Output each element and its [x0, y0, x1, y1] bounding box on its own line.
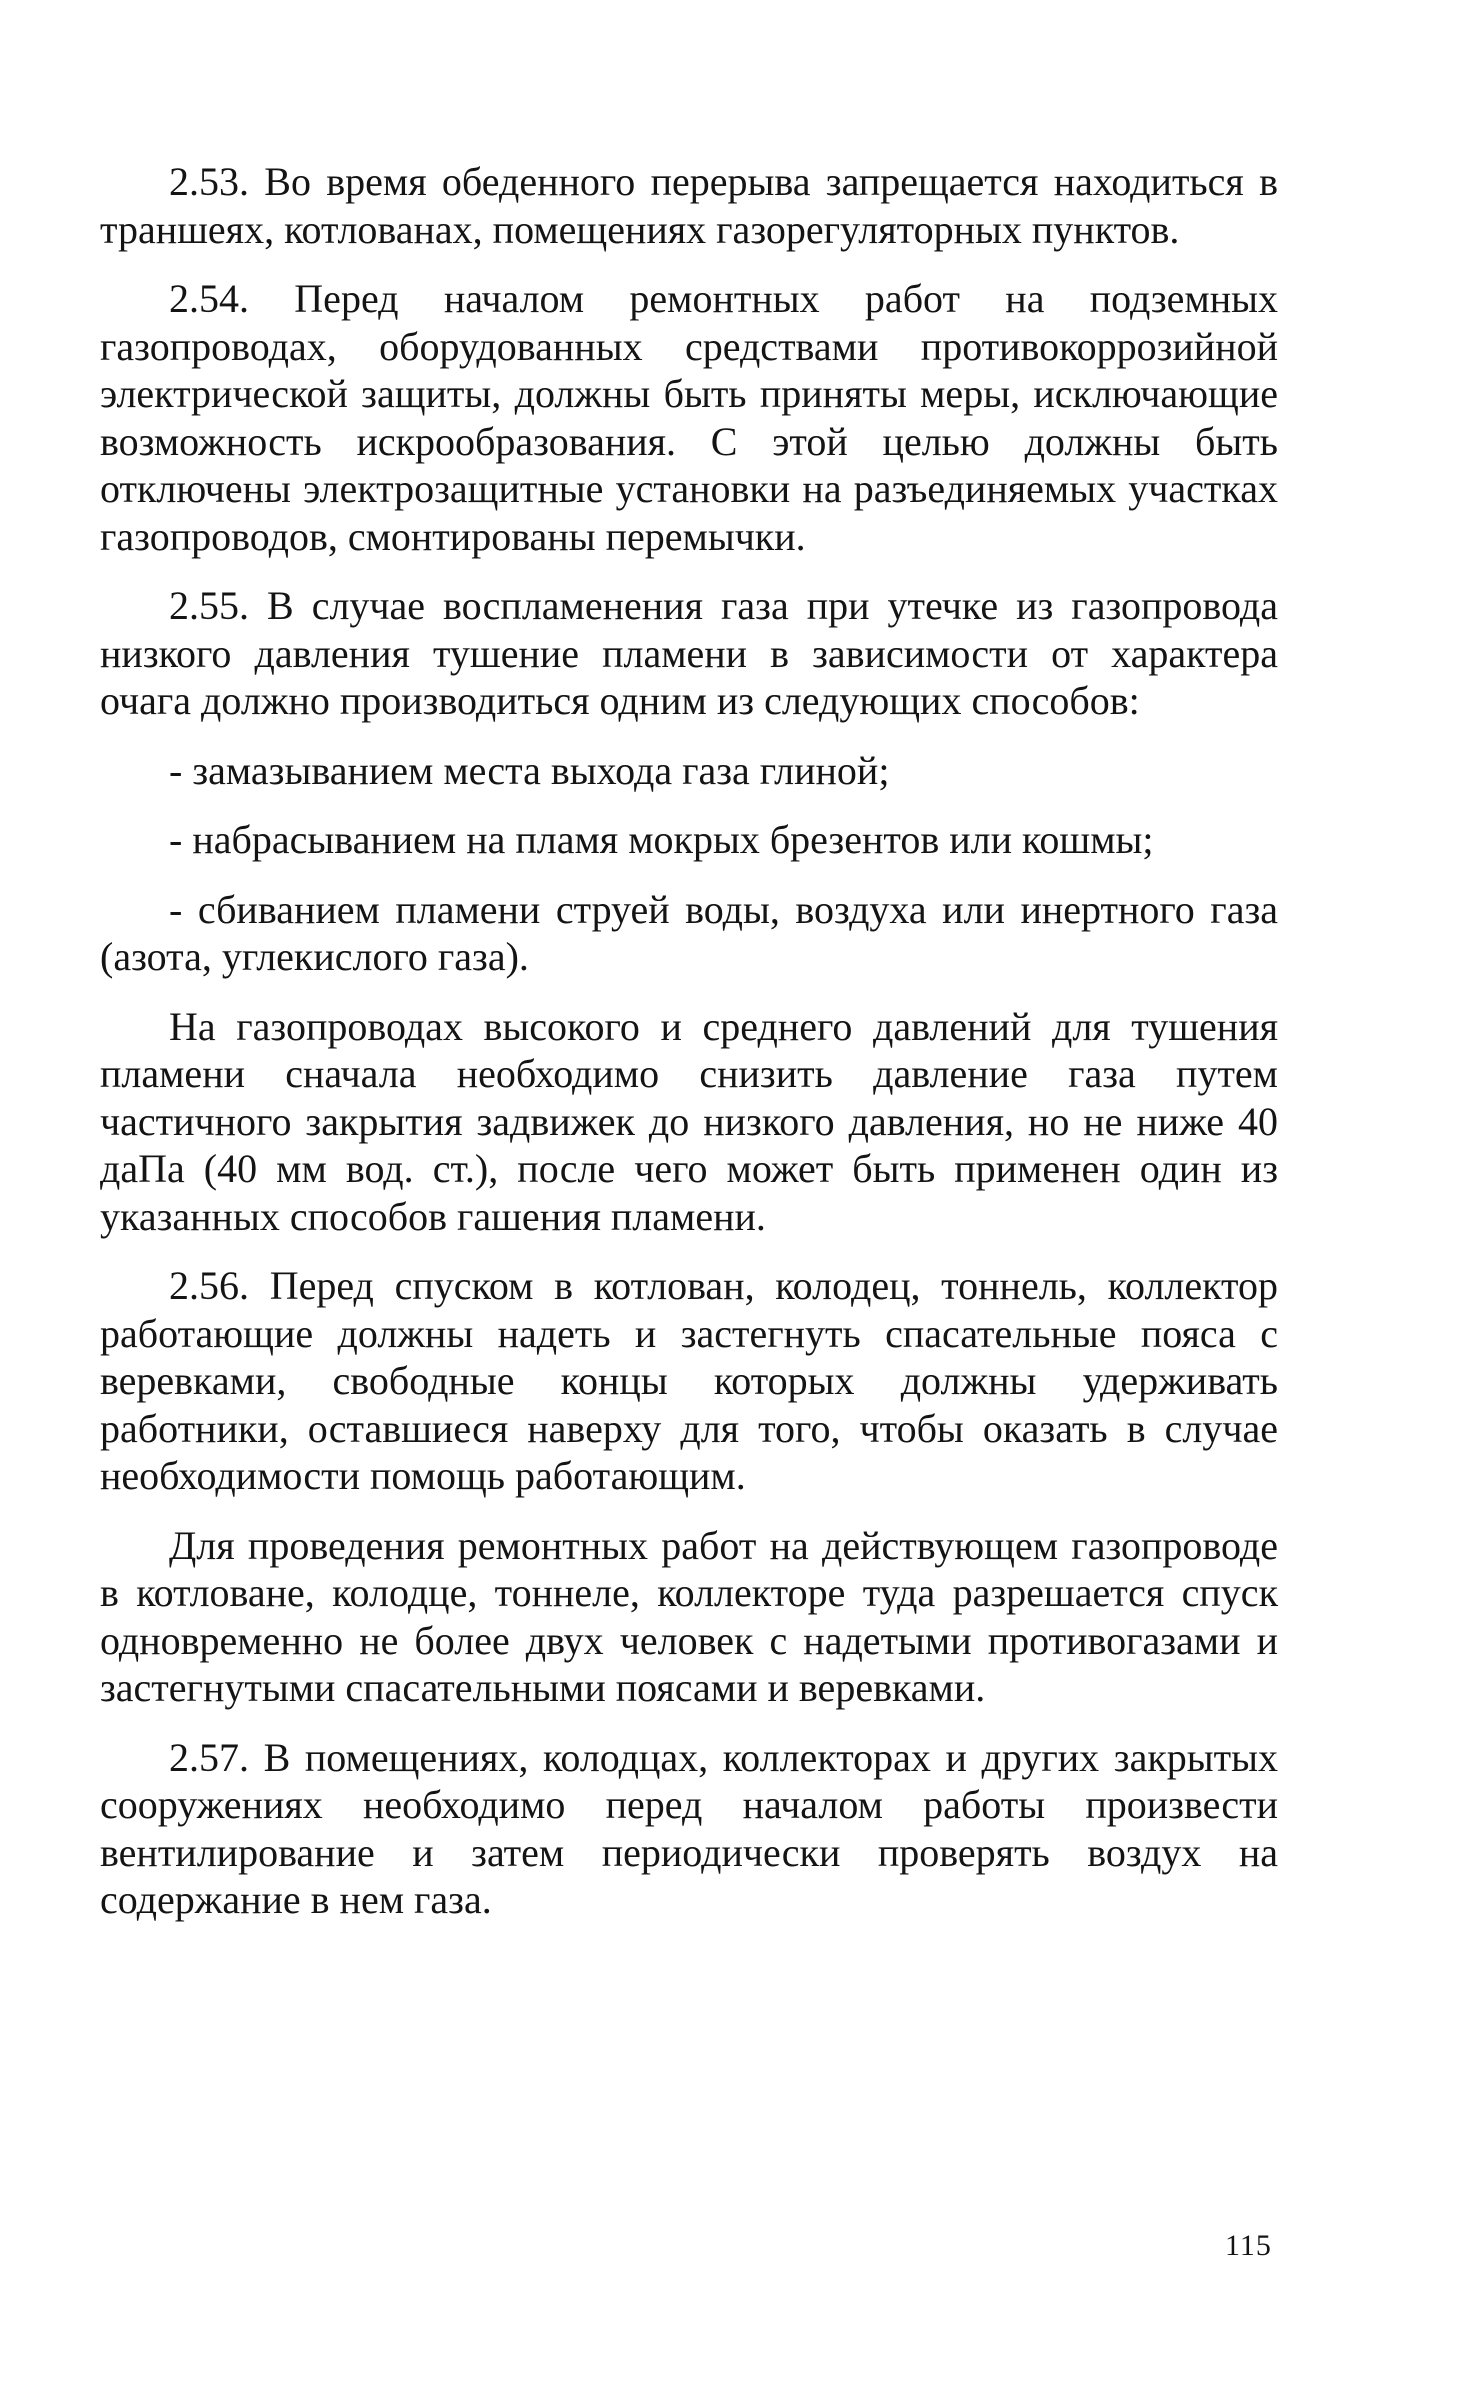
paragraph-2-54: 2.54. Перед началом ремонтных работ на подземных газопроводах, оборудованных средствами противокоррозийной электрической защиты, должны быть приняты меры, исключающие возможность искрообразования. С этой целью должны быть отключены электрозащитные установки на разъединяемых участках газопроводов, смонтированы перемычки.: [100, 276, 1278, 559]
list-item-water-jet: - сбиванием пламени струей воды, воздуха или инертного газа (азота, углекислого газа).: [100, 886, 1278, 979]
paragraph-2-56: 2.56. Перед спуском в котлован, колодец, тоннель, коллектор работающие должны надеть и застегнуть спасательные пояса с веревками, свободные концы которых должны удерживать работники, оставшиеся наверху для того, чтобы оказать в случае необходимости помощь работающим.: [100, 1263, 1278, 1498]
page-body: [100, 158, 1278, 1946]
list-item-tarpaulin: - набрасыванием на пламя мокрых брезентов или кошмы;: [169, 817, 1154, 862]
paragraph-2-53: 2.53. Во время обеденного перерыва запрещается находиться в траншеях, котлованах, помещениях газорегуляторных пунктов.: [100, 159, 1278, 252]
page-number: 115: [1225, 2229, 1272, 2262]
list-item-clay: - замазыванием места выхода газа глиной;: [169, 747, 890, 793]
paragraph-2-55: 2.55. В случае воспламенения газа при утечке из газопровода низкого давления тушение пламени в зависимости от характера очага должно производиться одним из следующих способов:: [100, 583, 1278, 723]
paragraph-repair-descent: Для проведения ремонтных работ на действующем газопроводе в котловане, колодце, тоннеле, коллекторе туда разрешается спуск одновременно не более двух человек с надетыми противогазами и застегнутыми спасательными поясами и веревками.: [100, 1522, 1278, 1710]
paragraph-high-pressure: На газопроводах высокого и среднего давлений для тушения пламени сначала необходимо снизить давление газа путем частичного закрытия задвижек до низкого давления, но не ниже 40 даПа (40 мм вод. ст.), после чего может быть применен один из указанных способов гашения пламени.: [100, 1003, 1278, 1239]
paragraph-2-57: 2.57. В помещениях, колодцах, коллекторах и других закрытых сооружениях необходимо перед началом работы произвести вентилирование и затем периодически проверять воздух на содержание в нем газа.: [100, 1734, 1278, 1922]
